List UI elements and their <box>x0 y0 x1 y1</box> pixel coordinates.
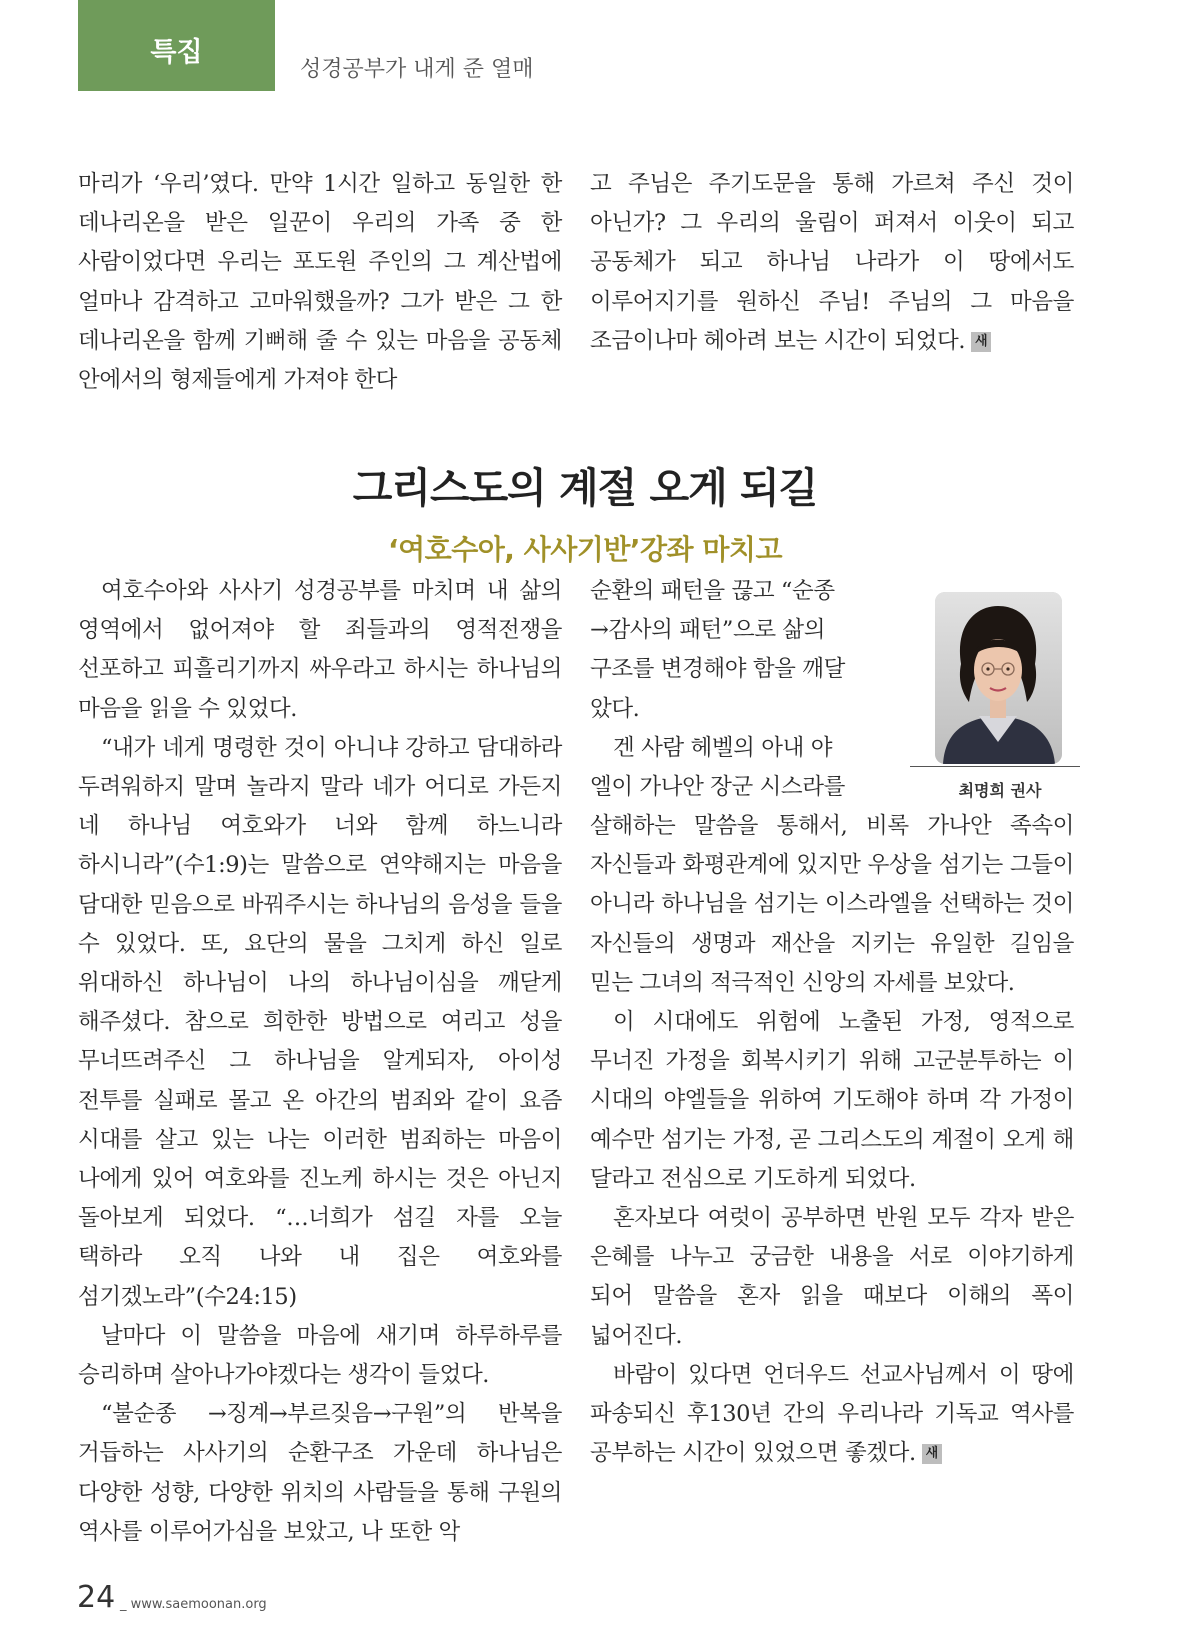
article-line: 순환의 패턴을 끊고 “순종 <box>590 578 835 604</box>
section-tag-label: 특집 <box>150 37 203 68</box>
article-line: 았다. <box>590 695 640 722</box>
article-paragraph: “내가 네게 명령한 것이 아니냐 강하고 담대하라 두려워하지 말며 놀라지 말라 네가 어디로 가든지 네 하나님 여호와가 너와 함께 하느니라 하시니라”(수1:9)는 말씀으로 연약해지는 마음을 담대한 믿음으로 바꿔주시는 하나님의 음성을 들을 수 있었다. 또, 요단의 물을 그치게 하신 일로 위대하신 하나님이 나의 하나님이심을 깨닫게 해주셨다. 참으로 희한한 방법으로 여리고 성을 무너뜨려주신 그 하나님을 알게되자, 아이성 전투를 실패로 몰고 온 아간의 범죄와 같이 요즘 시대를 살고 있는 나는 이러한 범죄하는 마음이 나에게 있어 여호와를 진노케 하시는 것은 아닌지 돌아보게 되었다. “…너희가 섬길 자를 오늘 택하라 오직 나와 내 집은 여호와를 섬기겠노라”(수24:15) <box>78 734 562 1310</box>
article-paragraph: 살해하는 말씀을 통해서, 비록 가나안 족속이 자신들과 화평관계에 있지만 우상을 섬기는 그들이 아니라 하나님을 섬기는 이스라엘을 선택하는 것이 자신들의 생명과 재산을 지키는 유일한 길임을 믿는 그녀의 적극적인 신앙의 자세를 보았다. <box>590 813 1074 996</box>
prev-article-right-paragraph <box>590 165 1074 361</box>
article-paragraph: “불순종 →징계→부르짖음→구원”의 반복을 거듭하는 사사기의 순환구조 가운데 하나님은 다양한 성향, 다양한 위치의 사람들을 통해 구원의 역사를 이루어가심을 보았고, 나 또한 악 <box>78 1401 562 1545</box>
section-title: 성경공부가 내게 준 열매 <box>300 57 534 82</box>
prev-article-left-column <box>78 165 562 400</box>
article-paragraph-text: 바람이 있다면 언더우드 선교사님께서 이 땅에 파송되신 후130년 간의 우리나라 기독교 역사를 공부하는 시간이 있었으면 좋겠다. <box>590 1361 1074 1467</box>
article-subheadline: ‘여호수아, 사사기반’강좌 마치고 <box>387 533 783 566</box>
end-mark-icon: 새 <box>922 1444 942 1464</box>
section-tag <box>78 0 275 91</box>
page-number: 24 <box>77 1580 116 1615</box>
article-line: →감사의 패턴”으로 삶의 <box>590 617 826 644</box>
article-line: 구조를 변경해야 함을 깨달 <box>590 656 845 683</box>
article-line: 겐 사람 헤벨의 아내 야 <box>613 734 833 761</box>
article-paragraph <box>590 1356 1074 1474</box>
prev-article-right-column <box>590 165 1074 361</box>
author-caption: 최명희 권사 <box>958 781 1042 800</box>
article-left-column <box>78 572 562 1552</box>
photo-divider <box>910 766 1080 767</box>
author-photo <box>935 592 1062 764</box>
article-paragraph: 날마다 이 말씀을 마음에 새기며 하루하루를 승리하며 살아나가야겠다는 생각이 들었다. <box>78 1322 562 1389</box>
article-paragraph: 이 시대에도 위험에 노출된 가정, 영적으로 무너진 가정을 회복시키기 위해 고군분투하는 이 시대의 야엘들을 위하여 기도해야 하며 각 가정이 예수만 섬기는 가정, 곧 그리스도의 계절이 오게 해 달라고 전심으로 기도하게 되었다. <box>590 1009 1074 1192</box>
prev-article-left-text: 마리가 ‘우리’였다. 만약 1시간 일하고 동일한 한 데나리온을 받은 일꾼이 우리의 가족 중 한 사람이었다면 우리는 포도원 주인의 그 계산법에 얼마나 감격하고 고마워했을까? 그가 받은 그 한 데나리온을 함께 기뻐해 줄 수 있는 마음을 공동체 안에서의 형제들에게 가져야 한다 <box>78 171 562 394</box>
article-line: 엘이 가나안 장군 시스라를 <box>590 774 845 801</box>
article-paragraph: 여호수아와 사사기 성경공부를 마치며 내 삶의 영역에서 없어져야 할 죄들과의 영적전쟁을 선포하고 피흘리기까지 싸우라고 하시는 하나님의 마음을 읽을 수 있었다. <box>78 578 562 722</box>
article-right-column <box>590 807 1074 1473</box>
article-headline: 그리스도의 계절 오게 되길 <box>352 464 818 512</box>
prev-article-right-text: 고 주님은 주기도문을 통해 가르쳐 주신 것이 아닌가? 그 우리의 울림이 퍼져서 이웃이 되고 공동체가 되고 하나님 나라가 이 땅에서도 이루어지기를 원하신 주님! 주님의 그 마음을 조금이나마 헤아려 보는 시간이 되었다. <box>590 171 1074 354</box>
footer-website-url: www.saemoonan.org <box>130 1597 267 1612</box>
footer-website: _ www.saemoonan.org <box>120 1597 267 1612</box>
end-mark-icon: 새 <box>971 332 991 352</box>
article-paragraph: 혼자보다 여럿이 공부하면 반원 모두 각자 받은 은혜를 나누고 궁금한 내용을 서로 이야기하게 되어 말씀을 혼자 읽을 때보다 이해의 폭이 넓어진다. <box>590 1205 1074 1349</box>
article-right-top-column <box>590 572 886 807</box>
author-portrait-image <box>935 592 1062 764</box>
